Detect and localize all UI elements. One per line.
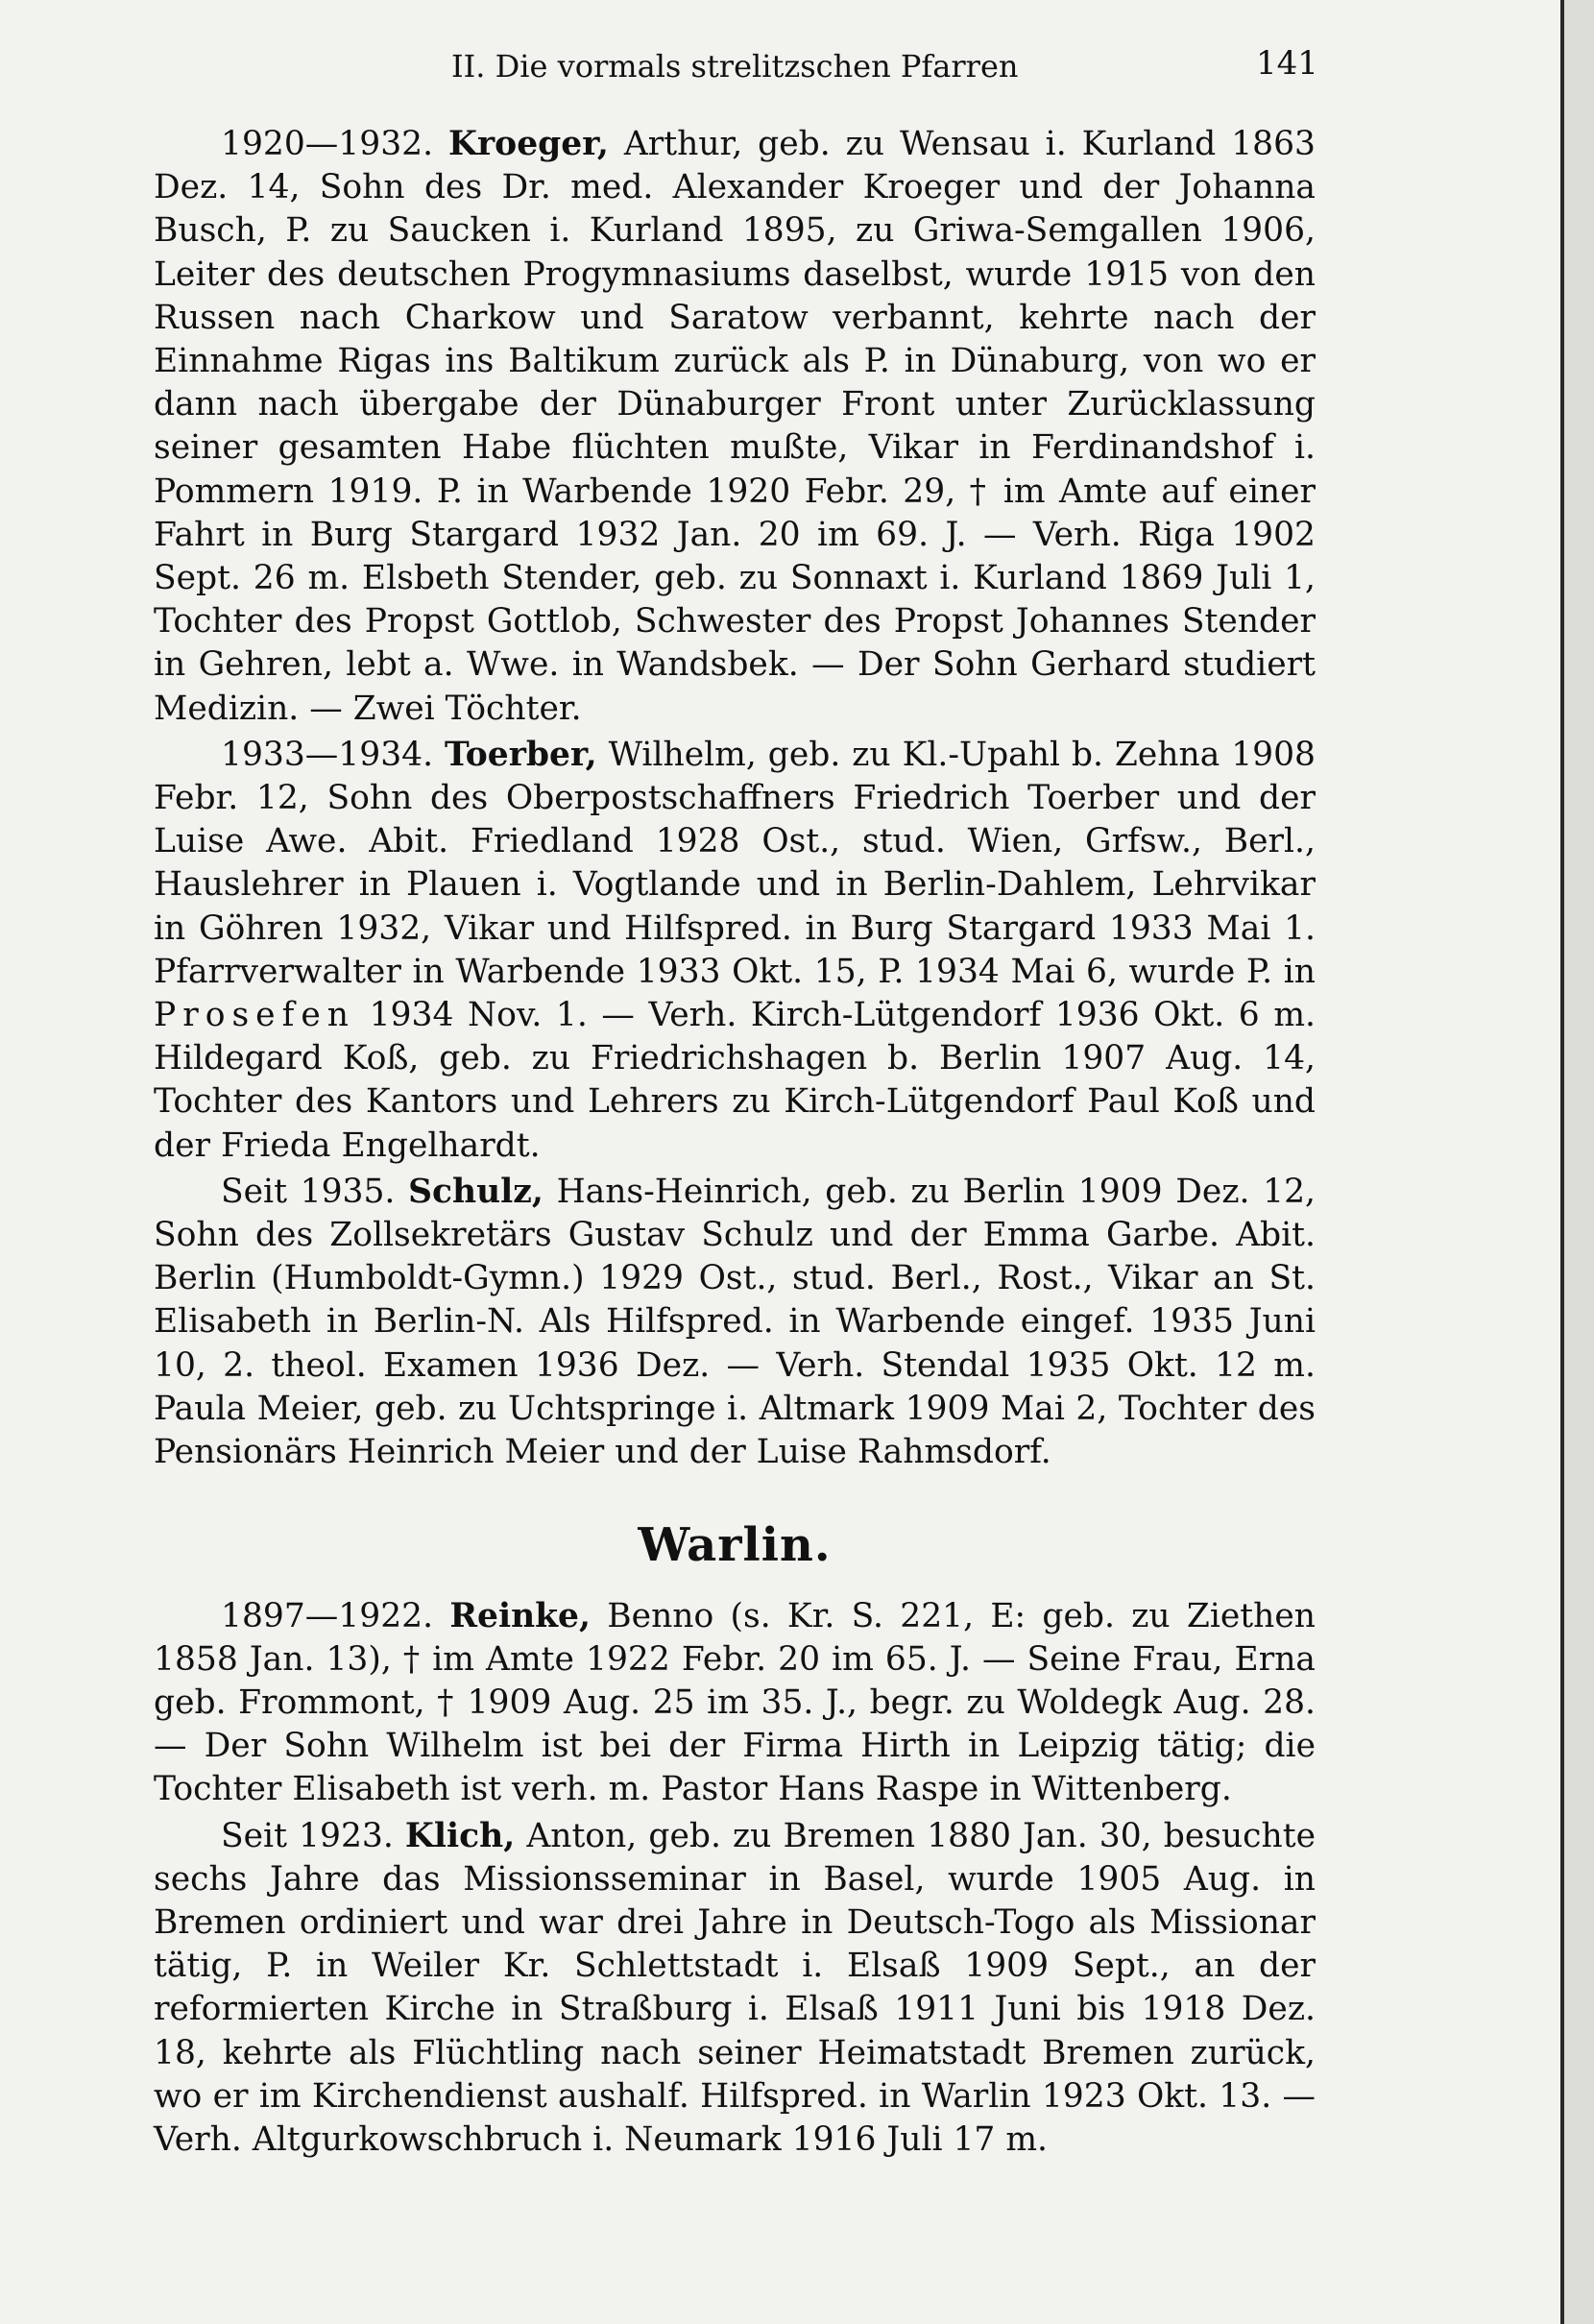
entry-schulz: [154, 1171, 1316, 1474]
entry-text: Wilhelm, geb. zu Kl.-Upahl b. Zehna 1908 Febr. 12, Sohn des Oberpostschaffners Friedrich Toerber und der Luise Awe. Abit. Friedland 1928 Ost., stud. Wien, Grfsw., Berl., Hauslehrer in Plauen i. Vogtlande und in Berlin-Dahlem, Lehrvikar in Göhren 1932, Vikar und Hilfspred. in Burg Stargard 1933 Mai 1. Pfarrverwalter in Warbende 1933 Okt. 15, P. 1934 Mai 6, wurde P. in: [154, 735, 1316, 991]
entry-years: Seit 1935.: [221, 1172, 396, 1211]
entry-name: Klich,: [404, 1816, 516, 1855]
entry-toerber: [154, 734, 1316, 1168]
entry-text: Hans-Heinrich, geb. zu Berlin 1909 Dez. 12, Sohn des Zollsekretärs Gustav Schulz und der Emma Garbe. Abit. Berlin (Humboldt-Gymn.) 1929 Ost., stud. Berl., Rost., Vikar an St. Elisabeth in Berlin-N. Als Hilfspred. in Warbende eingef. 1935 Juni 10, 2. theol. Examen 1936 Dez. — Verh. Stendal 1935 Okt. 12 m. Paula Meier, geb. zu Uchtspringe i. Altmark 1909 Mai 2, Tochter des Pensionärs Heinrich Meier und der Luise Rahmsdorf.: [154, 1172, 1316, 1472]
entry-text: 1934 Nov. 1. — Verh. Kirch-Lütgendorf 1936 Okt. 6 m. Hildegard Koß, geb. zu Friedrichshagen b. Berlin 1907 Aug. 14, Tochter des Kantors und Lehrers zu Kirch-Lütgendorf Paul Koß und der Frieda Engelhardt.: [154, 996, 1316, 1165]
entry-text: Arthur, geb. zu Wensau i. Kurland 1863 Dez. 14, Sohn des Dr. med. Alexander Kroeger und der Johanna Busch, P. zu Saucken i. Kurland 1895, zu Griwa-Semgallen 1906, Leiter des deutschen Progymnasiums daselbst, wurde 1915 von den Russen nach Charkow und Saratow verbannt, kehrte nach der Einnahme Rigas ins Baltikum zurück als P. in Dünaburg, von wo er dann nach übergabe der Dünaburger Front unter Zurücklassung seiner gesamten Habe flüchten mußte, Vikar in Ferdinandshof i. Pommern 1919. P. in Warbende 1920 Febr. 29, † im Amte auf einer Fahrt in Burg Stargard 1932 Jan. 20 im 69. J. — Verh. Riga 1902 Sept. 26 m. Elsbeth Stender, geb. zu Sonnaxt i. Kurland 1869 Juli 1, Tochter des Propst Gottlob, Schwester des Propst Johannes Stender in Gehren, lebt a. Wwe. in Wandsbek. — Der Sohn Gerhard studiert Medizin. — Zwei Töchter.: [154, 125, 1316, 728]
section-heading-warlin: Warlin.: [638, 1518, 832, 1573]
entry-kroeger: [154, 123, 1316, 731]
entry-reinke: [154, 1595, 1316, 1812]
entry-text: Anton, geb. zu Bremen 1880 Jan. 30, besuchte sechs Jahre das Missionsseminar in Basel, wurde 1905 Aug. in Bremen ordiniert und war drei Jahre in Deutsch-Togo als Missionar tätig, P. in Weiler Kr. Schlettstadt i. Elsaß 1909 Sept., an der reformierten Kirche in Straßburg i. Elsaß 1911 Juni bis 1918 Dez. 18, kehrte als Flüchtling nach seiner Heimatstadt Bremen zurück, wo er im Kirchendienst aushalf. Hilfspred. in Warlin 1923 Okt. 13. — Verh. Altgurkowschbruch i. Neumark 1916 Juli 17 m.: [154, 1816, 1316, 2159]
entry-years: Seit 1923.: [221, 1816, 394, 1855]
entry-name: Reinke,: [449, 1596, 592, 1635]
running-title: II. Die vormals strelitzschen Pfarren: [451, 48, 1019, 85]
page-number: 141: [1256, 44, 1318, 83]
entry-years: 1933—1934.: [221, 735, 434, 774]
entry-name: Kroeger,: [448, 125, 609, 163]
entry-years: 1897—1922.: [221, 1596, 434, 1635]
entry-name: Schulz,: [408, 1172, 543, 1211]
adjacent-page-edge: [1564, 0, 1594, 2324]
entry-klich: [154, 1815, 1316, 2163]
entry-years: 1920—1932.: [221, 125, 434, 163]
entry-place: Prosefen: [154, 996, 356, 1035]
entry-text: Benno (s. Kr. S. 221, E: geb. zu Ziethen 1858 Jan. 13), † im Amte 1922 Febr. 20 im 65. J. — Seine Frau, Erna geb. Frommont, † 1909 Aug. 25 im 35. J., begr. zu Woldegk Aug. 28. — Der Sohn Wilhelm ist bei der Firma Hirth in Leipzig tätig; die Tochter Elisabeth ist verh. m. Pastor Hans Raspe in Wittenberg.: [154, 1596, 1316, 1809]
entry-name: Toerber,: [445, 735, 597, 774]
body-text: [154, 123, 1316, 2162]
